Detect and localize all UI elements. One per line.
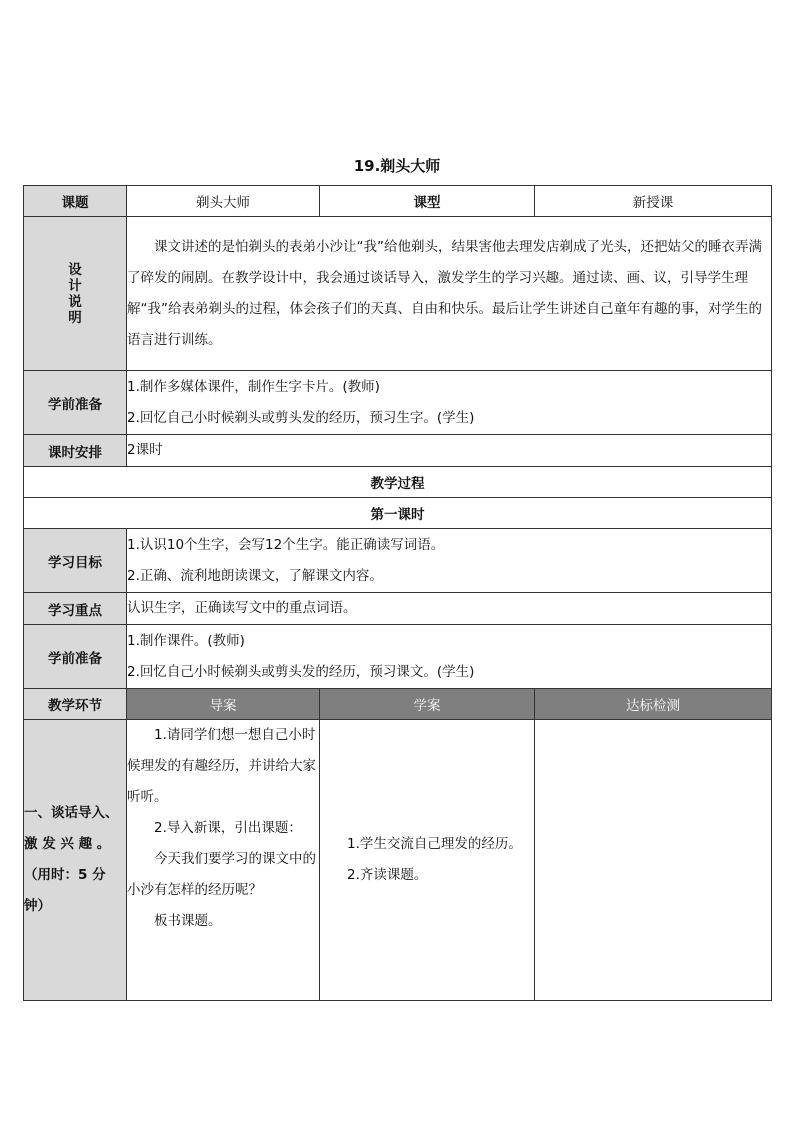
goals-text: 1.认识10个生字，会写12个生字。能正确读写词语。 2.正确、流利地朗读课文，了解课文内容。 [127,529,772,593]
topic-value: 剃头大师 [127,186,320,217]
design-label: 设 计 说 明 [24,217,127,371]
goals-label: 学习目标 [24,529,127,593]
stage1-name: 一、谈话导入、 激 发 兴 趣 。 （用时：5 分 钟） [24,720,127,1001]
first-lesson-heading: 第一课时 [24,498,772,529]
page-title: 19.剃头大师 [353,157,441,175]
prep2-label: 学前准备 [24,625,127,689]
stage-header-label: 教学环节 [24,689,127,720]
guide-column-header: 导案 [127,689,320,720]
topic-row [24,186,772,217]
focus-row [24,593,772,625]
stage1-guide: 1.请同学们想一想自己小时候理发的有趣经历，并讲给大家听听。 2.导入新课，引出课题： 今天我们要学习的课文中的小沙有怎样的经历呢？ 板书课题。 [127,720,320,1001]
topic-label: 课题 [24,186,127,217]
check-column-header: 达标检测 [535,689,772,720]
design-text: 课文讲述的是怕剃头的表弟小沙让“我”给他剃头，结果害他去理发店剃成了光头，还把姑父的睡衣弄满了碎发的闹剧。在教学设计中，我会通过谈话导入，激发学生的学习兴趣。通过读、画、议，引导学生理解“我”给表弟剃头的过程，体会孩子们的天真、自由和快乐。最后让学生讲述自己童年有趣的事，对学生的语言进行训练。 [127,217,772,371]
lesson-type-value: 新授课 [535,186,772,217]
prep2-text: 1.制作课件。(教师) 2.回忆自己小时候剃头或剪头发的经历，预习课文。(学生) [127,625,772,689]
prep1-text: 1.制作多媒体课件，制作生字卡片。(教师) 2.回忆自己小时候剃头或剪头发的经历，预习生字。(学生) [127,371,772,435]
hours-value: 2课时 [127,435,772,467]
prep1-label: 学前准备 [24,371,127,435]
prep2-row [24,625,772,689]
goals-row [24,529,772,593]
focus-value: 认识生字，正确读写文中的重点词语。 [127,593,772,625]
hours-row [24,435,772,467]
focus-label: 学习重点 [24,593,127,625]
lesson-type-label: 课型 [320,186,535,217]
stage1-row [24,720,772,1001]
design-row [24,217,772,371]
lesson-plan-table [23,185,772,1001]
stage1-check [535,720,772,1001]
process-row [24,467,772,498]
stage1-study: 1.学生交流自己理发的经历。 2.齐读课题。 [320,720,535,1001]
first-lesson-row [24,498,772,529]
hours-label: 课时安排 [24,435,127,467]
process-heading: 教学过程 [24,467,772,498]
stage-header-row [24,689,772,720]
study-column-header: 学案 [320,689,535,720]
prep1-row [24,371,772,435]
